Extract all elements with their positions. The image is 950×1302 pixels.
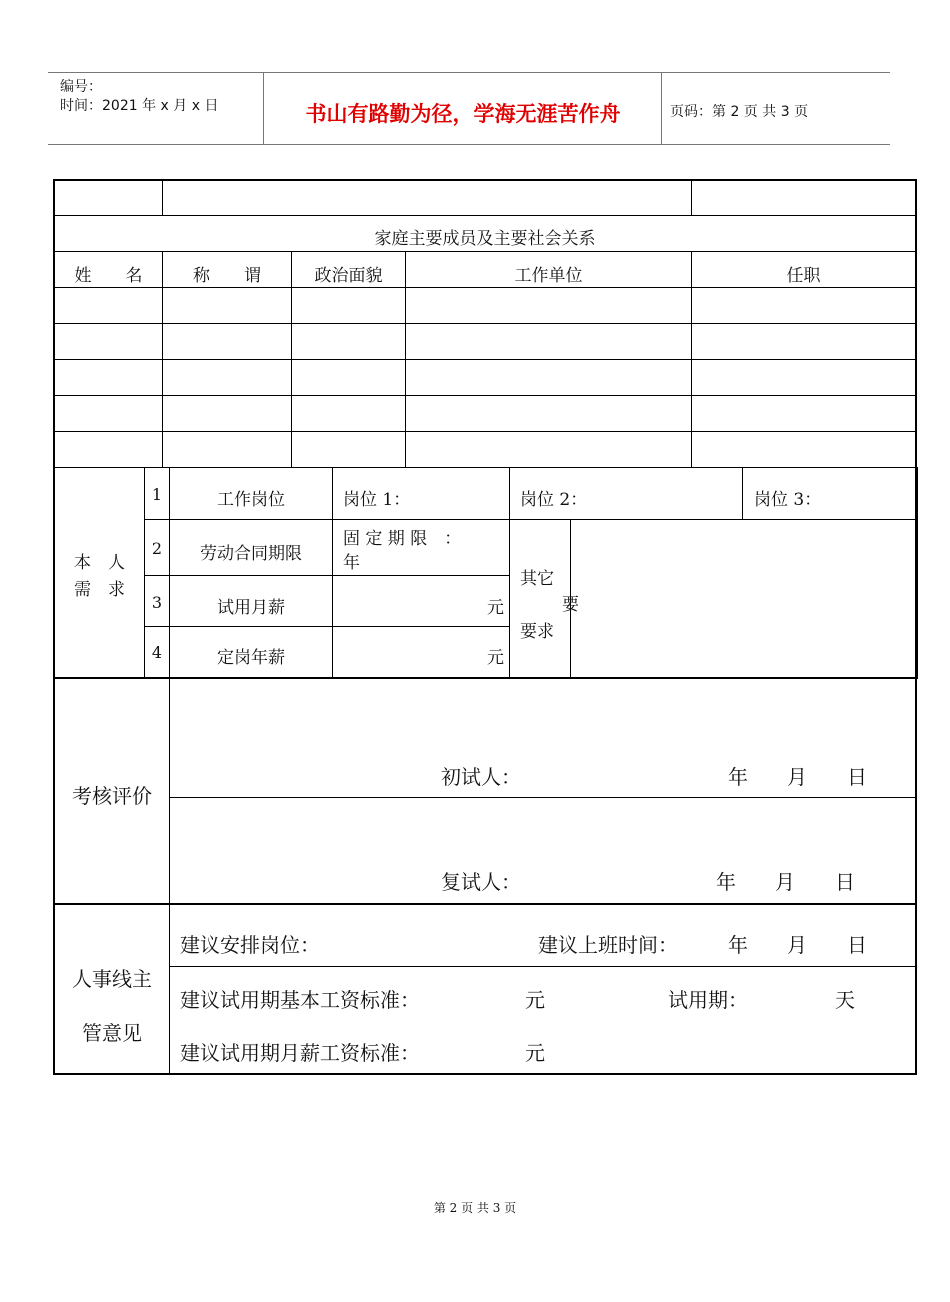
item-number: 2 xyxy=(151,539,163,558)
suggest-post-label[interactable]: 建议安排岗位： xyxy=(180,933,320,957)
basic-wage-label[interactable]: 建议试用期基本工资标准： xyxy=(180,988,420,1012)
hr-opinion-label: 人事线主 管意见 xyxy=(72,967,152,1045)
col-header-position: 任职 xyxy=(786,266,821,286)
number-label: 编号： xyxy=(60,79,102,95)
other-label: 要求 xyxy=(520,622,554,642)
monthly-wage-label[interactable]: 建议试用期月薪工资标准： xyxy=(180,1041,420,1065)
item-label-contract: 劳动合同期限 xyxy=(200,544,302,564)
assessment-label: 考核评价 xyxy=(72,784,152,808)
date-day: 日 xyxy=(835,870,855,894)
second-interview-field[interactable] xyxy=(170,798,915,903)
col-header-employer: 工作单位 xyxy=(514,266,583,286)
family-title: 家庭主要成员及主要社会关系 xyxy=(374,229,596,249)
col-header-relation: 称 谓 xyxy=(193,266,261,286)
second-interviewer-label: 复试人： xyxy=(441,870,521,894)
date-month: 月 xyxy=(787,933,807,957)
probation-label[interactable]: 试用期： xyxy=(668,988,748,1012)
item-label-job: 工作岗位 xyxy=(217,490,285,510)
item-label-annual-salary: 定岗年薪 xyxy=(217,648,285,668)
first-interviewer-label: 初试人： xyxy=(441,765,521,789)
date-month: 月 xyxy=(775,870,795,894)
post-1-label[interactable]: 岗位 1： xyxy=(343,490,411,510)
header-top-rule xyxy=(48,72,890,73)
col-header-political-status: 政治面貌 xyxy=(314,266,383,286)
other-requirements-field[interactable] xyxy=(571,520,915,677)
table-row[interactable] xyxy=(55,396,915,431)
table-row[interactable] xyxy=(55,432,915,467)
item-number: 3 xyxy=(151,593,163,612)
table-row[interactable] xyxy=(55,360,915,395)
header-bottom-rule xyxy=(48,144,890,145)
other-label: 其它 xyxy=(520,569,554,589)
date-day: 日 xyxy=(847,765,867,789)
item-number: 1 xyxy=(151,485,163,504)
motto: 书山有路勤为径，学海无涯苦作舟 xyxy=(305,102,621,126)
header-left xyxy=(60,78,218,116)
page-info: 页码：第 2 页 共 3 页 xyxy=(670,104,809,120)
col-header-name: 姓 名 xyxy=(74,266,143,286)
fixed-term-field[interactable]: 固 定 期 限 ： 年 xyxy=(343,529,462,573)
basic-wage-unit: 元 xyxy=(525,988,545,1012)
item-label-trial-salary: 试用月薪 xyxy=(217,598,285,618)
post-2-label[interactable]: 岗位 2： xyxy=(520,490,588,510)
other-label: 要 xyxy=(562,595,579,615)
page-footer: 第 2 页 共 3 页 xyxy=(433,1201,517,1215)
table-row[interactable] xyxy=(55,288,915,323)
post-3-label[interactable]: 岗位 3： xyxy=(754,490,822,510)
suggest-start-label[interactable]: 建议上班时间： xyxy=(538,933,678,957)
probation-unit: 天 xyxy=(835,988,855,1012)
date-year: 年 xyxy=(728,765,748,789)
date-month: 月 xyxy=(787,765,807,789)
date-year: 年 xyxy=(728,933,748,957)
monthly-wage-unit: 元 xyxy=(525,1041,545,1065)
annual-salary-unit: 元 xyxy=(487,648,504,668)
date-year: 年 xyxy=(716,870,736,894)
table-row[interactable] xyxy=(55,324,915,359)
time-label: 时间：2021 年 x 月 x 日 xyxy=(60,98,219,114)
item-number: 4 xyxy=(151,643,163,662)
date-day: 日 xyxy=(847,933,867,957)
family-rows xyxy=(55,288,915,467)
trial-salary-unit: 元 xyxy=(487,598,504,618)
needs-label: 本 人 需 求 xyxy=(74,553,125,600)
